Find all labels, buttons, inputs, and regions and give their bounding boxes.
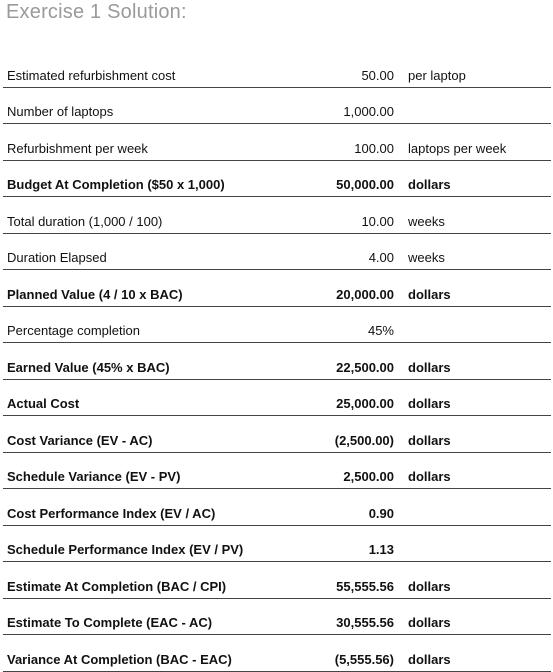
table-row (3, 270, 551, 307)
table-row (3, 51, 551, 88)
table-row (3, 489, 551, 526)
row-label: Percentage completion (7, 323, 140, 338)
row-label: Refurbishment per week (7, 140, 148, 156)
row-unit: dollars (408, 578, 451, 594)
row-label: Actual Cost (7, 396, 80, 411)
table-row (3, 599, 551, 636)
row-label: Estimate At Completion (BAC / CPI) (7, 578, 227, 594)
row-value: 45% (367, 323, 394, 338)
table-row (3, 562, 551, 599)
row-unit: dollars (408, 615, 451, 630)
table-row (3, 234, 551, 271)
row-label: Schedule Variance (EV - PV) (7, 469, 181, 484)
table-row (3, 635, 551, 672)
row-value: 20,000.00 (336, 286, 394, 302)
row-label: Total duration (1,000 / 100) (7, 213, 163, 229)
row-label: Planned Value (4 / 10 x BAC) (7, 286, 183, 302)
row-unit: dollars (408, 286, 451, 302)
solution-table (0, 51, 553, 672)
table-row (3, 343, 551, 380)
row-unit: dollars (408, 396, 451, 411)
row-value: 25,000.00 (336, 396, 394, 411)
table-row (3, 307, 551, 344)
row-label: Earned Value (45% x BAC) (7, 359, 170, 375)
row-value: 4.00 (368, 250, 394, 265)
row-value: 50,000.00 (336, 177, 394, 192)
row-value: 22,500.00 (336, 359, 394, 375)
row-unit: laptops per week (408, 140, 507, 156)
page-title: Exercise 1 Solution: (6, 1, 187, 23)
row-unit: dollars (408, 651, 451, 667)
row-value: 50.00 (361, 67, 394, 83)
row-label: Budget At Completion ($50 x 1,000) (7, 177, 225, 192)
row-value: 55,555.56 (336, 578, 394, 594)
row-unit: weeks (408, 250, 445, 265)
row-unit: dollars (408, 469, 451, 484)
row-label: Cost Performance Index (EV / AC) (7, 505, 216, 521)
table-row (3, 453, 551, 490)
row-value: (5,555.56) (334, 651, 394, 667)
row-value: (2,500.00) (334, 432, 394, 448)
table-row (3, 124, 551, 161)
row-value: 2,500.00 (343, 469, 394, 484)
row-value: 10.00 (361, 213, 394, 229)
row-label: Estimated refurbishment cost (7, 67, 176, 83)
row-unit: dollars (408, 359, 451, 375)
row-label: Number of laptops (7, 104, 114, 119)
row-unit: weeks (408, 213, 445, 229)
row-unit: dollars (408, 177, 451, 192)
table-row (3, 197, 551, 234)
table-row (3, 526, 551, 563)
row-label: Duration Elapsed (7, 250, 107, 265)
row-unit: dollars (408, 432, 451, 448)
row-value: 1,000.00 (343, 104, 394, 119)
table-row (3, 380, 551, 417)
row-value: 30,555.56 (336, 615, 394, 630)
row-label: Cost Variance (EV - AC) (7, 432, 153, 448)
row-value: 1.13 (368, 542, 394, 557)
table-row (3, 416, 551, 453)
row-label: Schedule Performance Index (EV / PV) (7, 542, 244, 557)
row-value: 100.00 (354, 140, 394, 156)
table-row (3, 161, 551, 198)
row-value: 0.90 (368, 505, 394, 521)
row-label: Estimate To Complete (EAC - AC) (7, 615, 213, 630)
table-row (3, 88, 551, 125)
row-label: Variance At Completion (BAC - EAC) (7, 651, 232, 667)
row-unit: per laptop (408, 67, 466, 83)
